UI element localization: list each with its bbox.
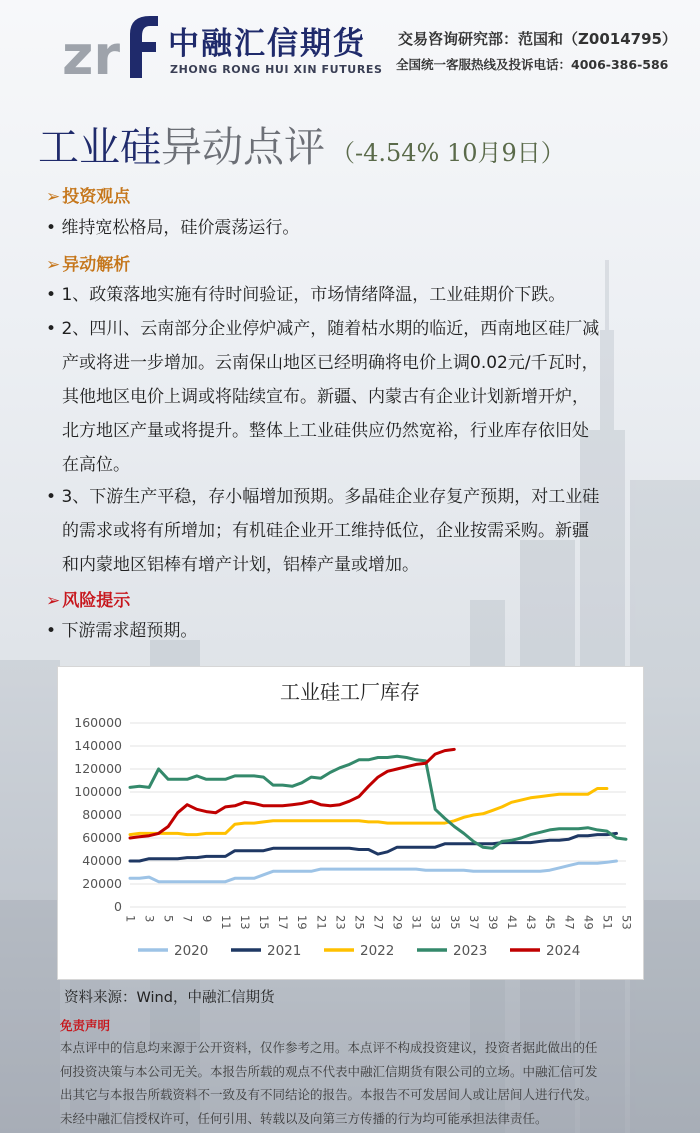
- company-name-cn: 中融汇信期货: [168, 26, 366, 62]
- analysis-point-2: [46, 312, 666, 482]
- x-tick-label: 37: [466, 915, 481, 930]
- bullet-dot: •: [46, 487, 57, 507]
- x-tick-label: 53: [619, 915, 634, 930]
- disclaimer-line-2: 何投资决策与本公司无关。本报告所载的观点不代表中融汇信期货有限公司的立场。中融汇信可发: [60, 1063, 598, 1079]
- x-tick-label: 21: [314, 915, 329, 930]
- legend-label-2020: 2020: [174, 943, 209, 959]
- analysis-text-2a: 2、四川、云南部分企业停炉减产，随着枯水期的临近，西南地区硅厂减: [61, 319, 600, 339]
- y-tick-label: 120000: [74, 761, 122, 776]
- x-tick-label: 13: [237, 915, 252, 930]
- disclaimer-line-4: 未经中融汇信授权许可，任何引用、转载以及向第三方传播的行为均可能承担法律责任。: [60, 1110, 548, 1126]
- analysis-text-3b: 的需求或将有所增加；有机硅企业开工维持低位，企业按需采购。新疆: [62, 521, 589, 541]
- disclaimer-title: 免责声明: [60, 1018, 111, 1033]
- x-tick-label: 41: [505, 915, 520, 930]
- arrow-icon: ➢: [46, 255, 61, 275]
- y-tick-label: 140000: [74, 738, 122, 753]
- y-tick-label: 160000: [74, 715, 122, 730]
- series-line-2020: [130, 861, 617, 882]
- analysis-text-2e: 在高位。: [62, 455, 130, 475]
- x-tick-label: 27: [371, 915, 386, 930]
- hotline-contact: 全国统一客服热线及投诉电话：4006-386-586: [396, 57, 669, 72]
- y-tick-label: 20000: [82, 876, 122, 891]
- x-tick-label: 45: [543, 915, 558, 930]
- view-text: 维持宽松格局，硅价震荡运行。: [61, 218, 300, 238]
- legend-label-2021: 2021: [267, 943, 302, 959]
- analysis-heading: [46, 250, 130, 275]
- x-tick-label: 31: [409, 915, 424, 930]
- analysis-text-2c: 其他地区电价上调或将陆续宣布。新疆、内蒙古有企业计划新增开炉，: [62, 387, 589, 407]
- arrow-icon: ➢: [46, 187, 61, 207]
- x-tick-label: 51: [600, 915, 615, 930]
- x-tick-label: 47: [562, 915, 577, 930]
- x-tick-label: 49: [581, 915, 596, 930]
- x-tick-label: 17: [276, 915, 291, 930]
- x-tick-label: 11: [218, 915, 233, 930]
- x-tick-label: 43: [524, 915, 539, 930]
- disclaimer-body: [60, 1036, 650, 1130]
- bullet-dot: •: [46, 319, 57, 339]
- analysis-text-1: 1、政策落地实施有待时间验证，市场情绪降温，工业硅期价下跌。: [61, 285, 566, 305]
- analysis-heading-label: 异动解析: [62, 255, 131, 275]
- bullet-dot: •: [46, 285, 57, 305]
- view-heading: [46, 182, 130, 207]
- analysis-text-2b: 产或将进一步增加。云南保山地区已经明确将电价上调0.02元/千瓦时，: [62, 353, 599, 373]
- view-bullet: [46, 211, 299, 245]
- x-tick-label: 25: [352, 915, 367, 930]
- data-source: 资料来源：Wind，中融汇信期货: [64, 990, 275, 1006]
- analysis-text-3a: 3、下游生产平稳，存小幅增加预期。多晶硅企业存复产预期，对工业硅: [61, 487, 600, 507]
- y-tick-label: 40000: [82, 853, 122, 868]
- y-tick-label: 80000: [82, 807, 122, 822]
- title-type: 异动点评: [161, 123, 325, 171]
- x-tick-label: 9: [199, 915, 214, 923]
- x-tick-label: 15: [257, 915, 272, 930]
- legend-label-2022: 2022: [360, 943, 395, 959]
- x-tick-label: 39: [485, 915, 500, 930]
- header: [0, 0, 700, 98]
- analysis-point-3: [46, 480, 666, 582]
- y-tick-label: 60000: [82, 830, 122, 845]
- disclaimer-line-3: 出其它与本报告所载资料不一致及有不同结论的报告。本报告不可发居间人或让居间人进行代发。: [60, 1087, 598, 1102]
- x-tick-label: 3: [142, 915, 157, 923]
- x-tick-label: 33: [428, 915, 443, 930]
- x-tick-label: 7: [180, 915, 195, 923]
- risk-heading: [46, 586, 130, 611]
- svg-text:zr: zr: [62, 24, 121, 80]
- x-tick-label: 23: [333, 915, 348, 930]
- risk-bullet: [46, 614, 197, 648]
- inventory-chart-svg: [58, 667, 643, 979]
- risk-heading-label: 风险提示: [62, 591, 131, 611]
- x-tick-label: 1: [123, 915, 138, 923]
- title-product: 工业硅: [38, 123, 161, 171]
- disclaimer-line-1: 本点评中的信息均来源于公开资料，仅作参考之用。本点评不构成投资建议，投资者据此做出的任: [60, 1040, 598, 1055]
- company-name-en: ZHONG RONG HUI XIN FUTURES: [170, 63, 383, 76]
- analysis-text-2d: 北方地区产量或将提升。整体上工业硅供应仍然宽裕，行业库存依旧处: [62, 421, 589, 441]
- zrhx-logo-icon: [62, 12, 162, 80]
- series-line-2024: [130, 749, 454, 838]
- view-heading-label: 投资观点: [62, 187, 131, 207]
- risk-text: 下游需求超预期。: [61, 621, 198, 641]
- x-tick-label: 19: [295, 915, 310, 930]
- inventory-chart: [57, 666, 644, 980]
- bullet-dot: •: [46, 621, 57, 641]
- analysis-point-1: [46, 278, 565, 312]
- analysis-text-3c: 和内蒙地区铝棒有增产计划，铝棒产量或增加。: [62, 555, 419, 575]
- x-tick-label: 5: [161, 915, 176, 923]
- title-change: （-4.54% 10月9日）: [331, 139, 565, 167]
- x-tick-label: 35: [447, 915, 462, 930]
- x-tick-label: 29: [390, 915, 405, 930]
- legend-label-2023: 2023: [453, 943, 488, 959]
- arrow-icon: ➢: [46, 591, 61, 611]
- y-tick-label: 0: [114, 899, 122, 914]
- legend-label-2024: 2024: [546, 943, 581, 959]
- y-tick-label: 100000: [74, 784, 122, 799]
- bullet-dot: •: [46, 218, 57, 238]
- analyst-contact: 交易咨询研究部：范国和（Z0014795）: [398, 30, 677, 48]
- chart-title: 工业硅工厂库存: [280, 680, 420, 704]
- report-title: [38, 114, 565, 173]
